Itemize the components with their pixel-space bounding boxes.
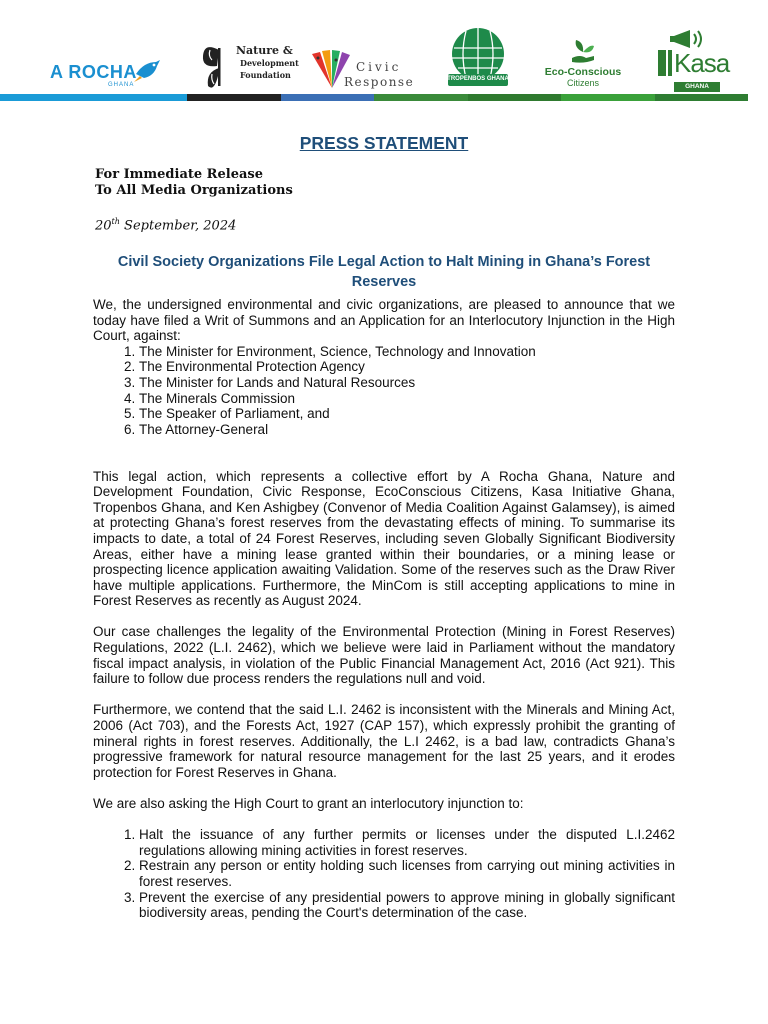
stripe-segment xyxy=(468,94,562,101)
kingfisher-icon xyxy=(132,56,162,86)
tropenbos-logo xyxy=(446,26,510,90)
page-title: PRESS STATEMENT xyxy=(299,133,469,153)
spacer xyxy=(93,437,675,453)
date-rest: September, 2024 xyxy=(119,218,237,234)
spacer xyxy=(93,687,675,703)
ndf-line3: Foundation xyxy=(240,70,291,80)
list-item: 3. Prevent the exercise of any presidential powers to approve mining in globally significant biodiversity areas, pending the Court's determination of the case. xyxy=(139,890,675,921)
eco-conscious-logo xyxy=(538,38,628,90)
list-item: 2. Restrain any person or entity holding such licenses from carrying out mining activities in forest reserves. xyxy=(139,858,675,889)
list-item: 6. The Attorney-General xyxy=(139,422,675,438)
stripe-segment xyxy=(94,94,188,101)
stripe-segment xyxy=(561,94,655,101)
list-item: 3. The Minister for Lands and Natural Resources xyxy=(139,375,675,391)
paragraph-inconsistency: Furthermore, we contend that the said L.I. 2462 is inconsistent with the Minerals and Mining Act, 2006 (Act 703), and the Forests Act, 1927 (CAP 157), which expressly prohibit the granting of mineral rights in forest reserves. Additionally, the L.I 2462, is a bad law, contradicts Ghana’s progressive framework for natural resource management for the last 25 years, and it erodes protection for Forest Reserves in Ghana. xyxy=(93,702,675,780)
list-item: 2. The Environmental Protection Agency xyxy=(139,359,675,375)
stripe-segment xyxy=(187,94,281,101)
defendants-list xyxy=(93,344,675,438)
arocha-name: A ROCHA xyxy=(50,62,137,82)
civic-line1: Civic xyxy=(356,60,402,74)
stripe-segment xyxy=(374,94,468,101)
paragraph-injunction-intro: We are also asking the High Court to grant an interlocutory injunction to: xyxy=(93,796,524,811)
logo-bar xyxy=(0,0,768,104)
eco-line1: Eco-Conscious xyxy=(544,66,622,78)
release-line: For Immediate Release xyxy=(95,167,263,182)
headline: Civil Society Organizations File Legal Action to Halt Mining in Ghana’s Forest Reserves xyxy=(117,254,651,290)
kasa-name: Kasa xyxy=(674,48,730,78)
spacer xyxy=(93,812,675,828)
stripe-segment xyxy=(655,94,749,101)
ndf-logo xyxy=(200,42,299,92)
spacer xyxy=(93,780,675,796)
list-item: 5. The Speaker of Parliament, and xyxy=(139,406,675,422)
statement-body xyxy=(93,297,675,921)
ndf-line2: Development xyxy=(240,58,299,68)
spacer xyxy=(93,609,675,625)
list-item: 4. The Minerals Commission xyxy=(139,391,675,407)
eco-line2: Citizens xyxy=(566,78,599,88)
tropenbos-name: TROPENBOS GHANA xyxy=(447,76,509,82)
date-suffix: th xyxy=(111,217,120,226)
spacer xyxy=(93,453,675,469)
kasa-logo xyxy=(656,28,730,92)
list-item: 1. The Minister for Environment, Science, Technology and Innovation xyxy=(139,344,675,360)
list-item: 1. Halt the issuance of any further permits or licenses under the disputed L.I.2462 regulations allowing mining activities in forest reserves. xyxy=(139,827,675,858)
ndf-line1: Nature & xyxy=(236,44,293,57)
statement-date xyxy=(95,217,236,233)
color-stripe-bar xyxy=(0,94,748,101)
kasa-sub: GHANA xyxy=(674,82,720,92)
megaphone-icon xyxy=(670,28,706,50)
paragraph-legal-action: This legal action, which represents a collective effort by A Rocha Ghana, Nature and Development Foundation, Civic Response, EcoConscious Citizens, Kasa Initiative Ghana, Tropenbos Ghana, and Ken Ashigbey (Convenor of Media Coalition Against Galamsey), is aimed at protecting Ghana’s forest reserves from the devastating effects of mining. To summarise its impacts to date, a total of 24 Forest Reserves, including seven Globally Significant Biodiversity Areas, either have a mining lease granted within their boundaries, or a mining lease or prospecting licence application awaiting Validation. Some of the reserves such as the Draw River have multiple applications. Furthermore, the MinCom is still accepting applications to mine in Forest Reserves as recently as August 2024. xyxy=(93,468,675,609)
arocha-logo xyxy=(50,56,165,92)
intro-paragraph: We, the undersigned environmental and civic organizations, are pleased to announce that we today have filed a Writ of Summons and an Application for an Interlocutory Injunction in the High Court, against: xyxy=(93,297,675,344)
arocha-sub: GHANA xyxy=(108,82,135,88)
date-day: 20 xyxy=(95,218,112,234)
hand-plant-icon xyxy=(570,38,596,64)
civic-response-logo xyxy=(310,48,422,92)
stripe-segment xyxy=(0,94,94,101)
paragraph-case-challenge: Our case challenges the legality of the Environmental Protection (Mining in Forest Reserves) Regulations, 2022 (L.I. 2462), which we believe were laid in Parliament without the mandatory fiscal impact analysis, in violation of the Public Financial Management Act, 2016 (Act 921). This failure to follow due process renders the regulations null and void. xyxy=(93,624,675,687)
civic-line2: Response xyxy=(344,75,415,89)
injunction-list xyxy=(93,827,675,921)
butterfly-icon xyxy=(200,42,238,92)
stripe-segment xyxy=(281,94,375,101)
audience-line: To All Media Organizations xyxy=(95,183,293,198)
